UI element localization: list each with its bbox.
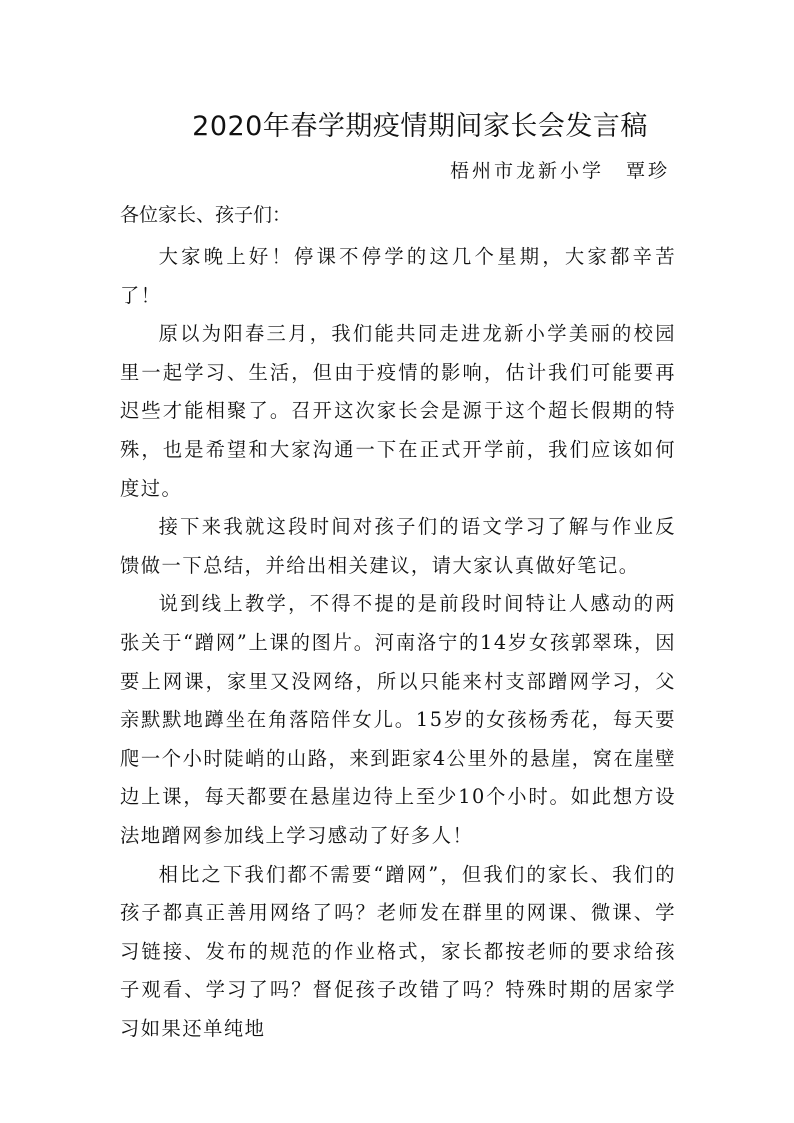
paragraph-5: 相比之下我们都不需要“蹭网”，但我们的家长、我们的孩子都真正善用网络了吗？老师发在群里的网课、微课、学习链接、发布的规范的作业格式，家长都按老师的要求给孩子观看、学习了吗？督促孩子改错了吗？特殊时期的居家学习如果还单纯地	[120, 862, 676, 1040]
paragraph-1: 大家晚上好！停课不停学的这几个星期，大家都辛苦了！	[120, 245, 676, 307]
paragraph-2: 原以为阳春三月，我们能共同走进龙新小学美丽的校园里一起学习、生活，但由于疫情的影响，估计我们可能要再迟些才能相聚了。召开这次家长会是源于这个超长假期的特殊，也是希望和大家沟通一下在正式开学前，我们应该如何度过。	[120, 322, 676, 500]
document-title: 2020年春学期疫情期间家长会发言稿	[192, 111, 648, 142]
body-text	[120, 238, 676, 1048]
author-line: 梧州市龙新小学 覃珍	[449, 160, 670, 182]
greeting: 各位家长、孩子们：	[120, 204, 292, 226]
paragraph-4: 说到线上教学，不得不提的是前段时间特让人感动的两张关于“蹭网”上课的图片。河南洛宁的14岁女孩郭翠珠，因要上网课，家里又没网络，所以只能来村支部蹭网学习，父亲默默地蹲坐在角落陪伴女儿。15岁的女孩杨秀花，每天要爬一个小时陡峭的山路，来到距家4公里外的悬崖，窝在崖壁边上课，每天都要在悬崖边待上至少10个小时。如此想方设法地蹭网参加线上学习感动了好多人！	[120, 592, 676, 847]
paragraph-3: 接下来我就这段时间对孩子们的语文学习了解与作业反馈做一下总结，并给出相关建议，请大家认真做好笔记。	[120, 515, 676, 577]
